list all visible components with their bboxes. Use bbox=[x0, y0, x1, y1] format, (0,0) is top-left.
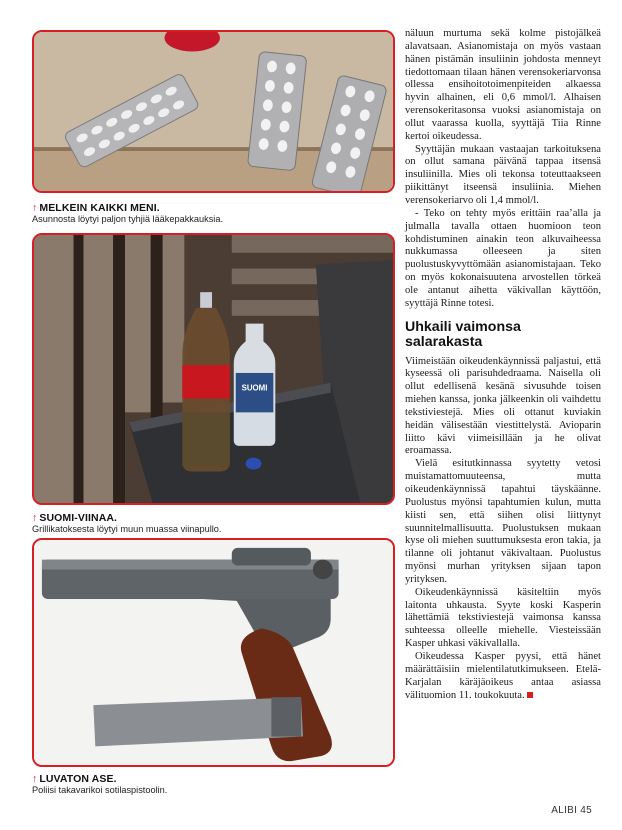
article-paragraph: Viimeistään oikeudenkäynnissä paljastui, että kyseessä oli parisuhdedraama. Naisella oli ollut edellisenä kesänä sivusuhde toisen miehen kanssa, jonka jälkeenkin oli vaihdettu tekstiviestejä. Mies oli ottanut kuviakin heidän välisestään viestittelystä. Avioparin liitto kävi viimeisillään ja he olivat eroamassa. bbox=[405, 355, 601, 457]
caption-title: ↑ SUOMI-VIINAA. bbox=[32, 512, 118, 524]
article-paragraph-last: Oikeudessa Kasper pyysi, että hänet määrättäisiin mielentilatutkimukseen. Etelä-Karjalan käräjäoikeus antaa asiassa välituomion 11. toukokuuta. bbox=[405, 650, 601, 701]
article-paragraph: Vielä esitutkinnassa syytetty vetosi muistamattomuuteensa, mutta oikeudenkäynnissä tapahtui täyskäänne. Puolustus myönsi tapahtumien kulun, mutta kiisti sen, että siihen olisi liittynyt suunnitelmallisuutta. Puolustuksen mukaan kyse oli miehen suuttumuksesta eron takia, ja tilanne oli johtanut väkivaltaan. Puolustus myönsi murhan yrityksen sijaan tapon yrityksen. bbox=[405, 458, 601, 585]
page-folio: ALIBI 45 bbox=[551, 805, 592, 816]
article-subheading: Uhkaili vaimonsa salarakasta bbox=[405, 318, 521, 350]
photo-blister-packs bbox=[32, 30, 395, 193]
article-paragraph: Syyttäjän mukaan vastaajan tarkoituksena on ollut samana päivänä tappaa itsensä insuliinilla. Mies oli tekonsa toteuttaakseen piikittänyt itseensä insuliinia. Miehen verensokeriarvo oli 1,4 mmol/l. bbox=[405, 143, 601, 206]
caption-blister-packs bbox=[32, 202, 397, 225]
article-paragraph: näluun murtuma sekä kolme pistojälkeä alavatsaan. Asianomistaja on myös vastaan hänen pistämän insuliinin johdosta menneyt tiedottomaan tilaan hänen verensokeriarvonsa ollessa ensihoitotoimenpiteiden alkaessa hyvin alhainen, eli 0,6 mmol/l. Alhaisen verensokeritasonsa vuoksi asianomistaja on ollut vaarassa kuolla, syyttäjä Tiia Rinne kertoi oikeudessa. bbox=[405, 28, 601, 142]
caption-text: Asunnosta löytyi paljon tyhjiä lääkepakkauksia. bbox=[32, 214, 224, 224]
caption-title: ↑ MELKEIN KAIKKI MENI. bbox=[32, 202, 160, 214]
arrow-up-icon: ↑ bbox=[32, 512, 38, 524]
arrow-up-icon: ↑ bbox=[32, 202, 38, 214]
caption-text: Poliisi takavarikoi sotilaspistoolin. bbox=[32, 785, 168, 795]
caption-pistol bbox=[32, 773, 397, 796]
bottle-label-text: SUOMI bbox=[241, 383, 268, 393]
caption-bottles bbox=[32, 512, 397, 535]
end-mark-icon bbox=[527, 692, 533, 698]
arrow-up-icon: ↑ bbox=[32, 773, 38, 785]
article-paragraph: Oikeudenkäynnissä käsiteltiin myös laitonta uhkausta. Syyte koski Kasperin lähettämiä tekstiviestejä vaimonsa kanssa suhteessa olleelle miehelle. Viesteissään Kasper uhkasi väkivallalla. bbox=[405, 586, 601, 650]
article-column bbox=[405, 28, 601, 702]
article-paragraph: - Teko on tehty myös erittäin raa’alla ja julmalla tavalla ottaen huomioon teon kohdistuminen ainakin teon alkuvaiheessa nukkumassa olleeseen ja siten puolustuskyvyttömään asianomistajaan. Teko on myös kokonaisuutena arvostellen törkeä ole antanut aihetta väkivallan käyttöön, syyttäjä Rinne totesi. bbox=[405, 207, 601, 309]
photo-pistol bbox=[32, 538, 395, 767]
caption-text: Grillikatoksesta löytyi muun muassa viinapullo. bbox=[32, 524, 222, 534]
photo-bottles bbox=[32, 233, 395, 505]
caption-title: ↑ LUVATON ASE. bbox=[32, 773, 117, 785]
